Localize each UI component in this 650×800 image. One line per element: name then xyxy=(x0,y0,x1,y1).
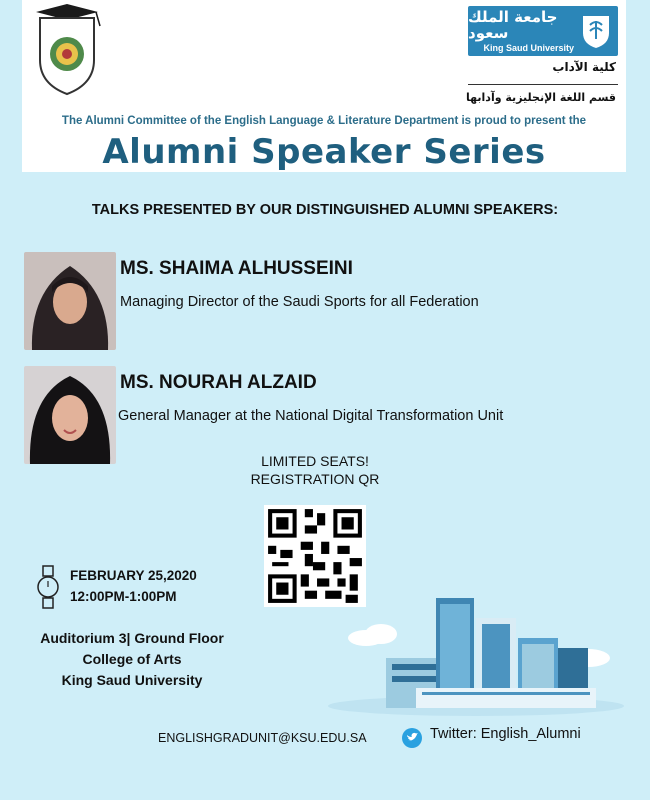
header-divider xyxy=(468,84,618,85)
speaker-photo xyxy=(24,366,116,464)
venue-line: Auditorium 3| Ground Floor xyxy=(40,630,224,646)
watch-icon xyxy=(36,565,60,609)
university-name-ar: جامعة الملك سعود xyxy=(468,8,558,42)
speaker-role: General Manager at the National Digital Transformation Unit xyxy=(118,408,504,424)
limited-seats-text: LIMITED SEATS! xyxy=(261,453,369,469)
venue-line: King Saud University xyxy=(61,672,203,688)
contact-email[interactable]: ENGLISHGRADUNIT@KSU.EDU.SA xyxy=(158,731,367,745)
venue-line: College of Arts xyxy=(82,651,182,667)
twitter-handle[interactable]: Twitter: English_Alumni xyxy=(430,726,581,742)
ksu-logo xyxy=(468,6,618,56)
speaker-role: Managing Director of the Saudi Sports for all Federation xyxy=(120,294,479,310)
registration-note xyxy=(200,452,430,488)
university-name-en: King Saud University xyxy=(483,43,574,53)
department-name-ar: قسم اللغة الإنجليزية وآدابها xyxy=(466,91,616,104)
intro-text: The Alumni Committee of the English Language & Literature Department is proud to present the xyxy=(61,115,587,127)
speaker-name: MS. NOURAH ALZAID xyxy=(120,372,317,393)
building-illustration xyxy=(326,588,626,718)
college-name-ar: كلية الآداب xyxy=(552,60,616,74)
ksu-emblem-icon xyxy=(580,13,612,49)
series-title: Alumni Speaker Series xyxy=(102,132,546,172)
event-venue xyxy=(22,628,242,691)
speaker-name: MS. SHAIMA ALHUSSEINI xyxy=(120,258,353,279)
speaker-photo xyxy=(24,252,116,350)
twitter-icon xyxy=(402,728,422,748)
registration-qr-text: REGISTRATION QR xyxy=(250,471,380,487)
talks-heading: TALKS PRESENTED BY OUR DISTINGUISHED ALUMNI SPEAKERS: xyxy=(91,202,559,218)
header-banner xyxy=(22,0,626,172)
department-crest-icon xyxy=(30,4,104,96)
event-time: 12:00PM-1:00PM xyxy=(70,589,177,604)
event-datetime xyxy=(70,565,197,607)
event-date: FEBRUARY 25,2020 xyxy=(70,568,197,583)
